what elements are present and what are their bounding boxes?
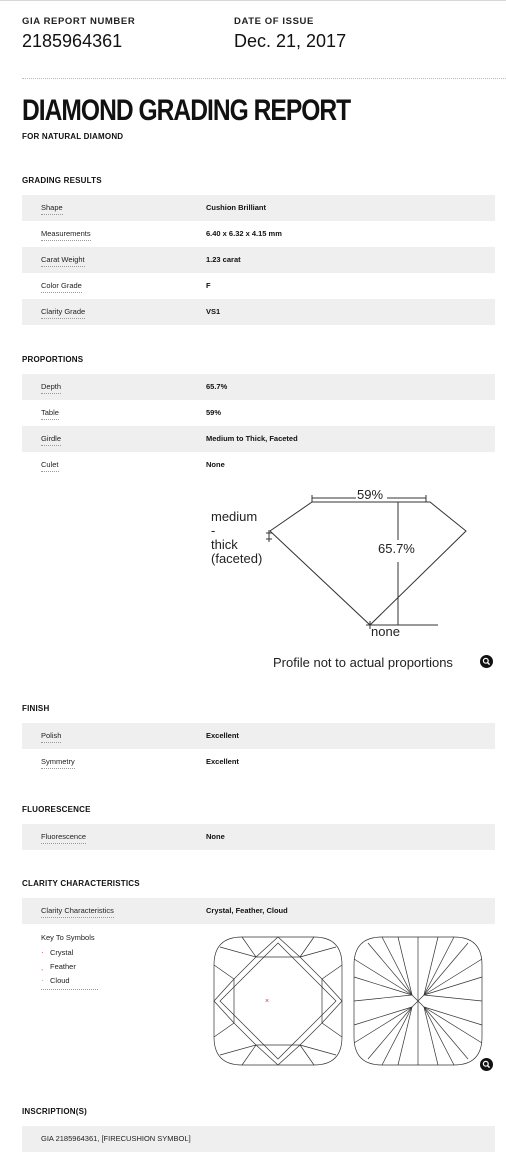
inscription-text: GIA 2185964361, [FIRECUSHION SYMBOL] <box>41 1134 191 1143</box>
row-value: F <box>206 281 211 290</box>
row-label[interactable]: Table <box>41 408 59 420</box>
row-label[interactable]: Color Grade <box>41 281 82 293</box>
row-value: Excellent <box>206 731 239 740</box>
row-value: Cushion Brilliant <box>206 203 266 212</box>
report-number-label: GIA REPORT NUMBER <box>22 16 136 27</box>
grading-row-color-grade <box>22 273 495 299</box>
header-divider <box>22 78 506 79</box>
report-subtitle: FOR NATURAL DIAMOND <box>22 132 124 141</box>
crystal-symbol-icon: · <box>41 948 44 957</box>
row-value: 6.40 x 6.32 x 4.15 mm <box>206 229 282 238</box>
row-label[interactable]: Measurements <box>41 229 91 241</box>
section-heading-fluorescence: FLUORESCENCE <box>22 805 91 814</box>
feather-symbol-icon: ˎ <box>41 962 44 971</box>
diagram-girdle-line3: thick <box>211 537 238 552</box>
row-label[interactable]: Fluorescence <box>41 832 86 844</box>
section-heading-inscriptions: INSCRIPTION(S) <box>22 1107 88 1116</box>
issue-date-label: DATE OF ISSUE <box>234 16 314 27</box>
fluorescence-row <box>22 824 495 850</box>
key-item-crystal: Crystal <box>50 948 74 957</box>
grading-row-measurements <box>22 221 495 247</box>
report-title: DIAMOND GRADING REPORT <box>22 94 351 127</box>
row-label[interactable]: Symmetry <box>41 757 75 769</box>
row-value: Medium to Thick, Faceted <box>206 434 298 443</box>
key-item-feather: Feather <box>50 962 76 971</box>
diagram-table-pct: 59% <box>357 487 384 502</box>
finish-row-polish <box>22 723 495 749</box>
row-value: VS1 <box>206 307 221 316</box>
key-item-cloud: Cloud <box>50 976 70 985</box>
section-heading-proportions: PROPORTIONS <box>22 355 84 364</box>
grading-row-clarity-grade <box>22 299 495 325</box>
crown-plot-diagram <box>212 935 344 1067</box>
row-value: None <box>206 460 225 469</box>
row-value: Excellent <box>206 757 239 766</box>
magnifier-glyph <box>480 1058 493 1071</box>
diagram-caption: Profile not to actual proportions <box>273 655 453 670</box>
row-label[interactable]: Depth <box>41 382 61 394</box>
finish-row-symmetry <box>22 749 495 775</box>
diagram-depth-pct: 65.7% <box>378 541 415 556</box>
row-label[interactable]: Shape <box>41 203 63 215</box>
proportions-row-girdle <box>22 426 495 452</box>
row-label[interactable]: Culet <box>41 460 59 472</box>
proportions-row-culet <box>22 452 495 478</box>
row-label[interactable]: Clarity Characteristics <box>41 906 114 918</box>
diagram-girdle-line4: (faceted) <box>211 551 263 566</box>
key-to-symbols-title: Key To Symbols <box>41 933 95 942</box>
proportions-row-table <box>22 400 495 426</box>
section-heading-grading-results: GRADING RESULTS <box>22 176 102 185</box>
inscription-row <box>22 1126 495 1152</box>
issue-date: Dec. 21, 2017 <box>234 31 347 51</box>
row-value: 59% <box>206 408 222 417</box>
row-label[interactable]: Clarity Grade <box>41 307 85 319</box>
section-heading-finish: FINISH <box>22 704 50 713</box>
key-underline <box>41 989 98 990</box>
proportions-row-depth <box>22 374 495 400</box>
diagram-girdle-line1: medium <box>211 509 258 524</box>
magnifier-icon[interactable] <box>480 1058 493 1071</box>
diagram-girdle-line2: - <box>211 523 216 538</box>
clarity-characteristics-row <box>22 898 495 924</box>
diamond-profile-outline <box>270 502 466 625</box>
magnifier-glyph <box>480 655 493 668</box>
row-label[interactable]: Polish <box>41 731 61 743</box>
crystal-mark-icon: × <box>265 998 270 1005</box>
report-number: 2185964361 <box>22 31 123 51</box>
row-label[interactable]: Carat Weight <box>41 255 85 267</box>
row-label[interactable]: Girdle <box>41 434 61 446</box>
top-border <box>0 0 506 1</box>
row-value: 65.7% <box>206 382 228 391</box>
grading-row-carat-weight <box>22 247 495 273</box>
pavilion-plot-diagram <box>352 935 484 1067</box>
cloud-symbol-icon: · <box>41 976 44 985</box>
row-value: Crystal, Feather, Cloud <box>206 906 288 915</box>
diagram-culet: none <box>371 624 400 639</box>
magnifier-icon[interactable] <box>480 655 493 668</box>
grading-row-shape <box>22 195 495 221</box>
row-value: 1.23 carat <box>206 255 241 264</box>
section-heading-clarity-characteristics: CLARITY CHARACTERISTICS <box>22 879 140 888</box>
row-value: None <box>206 832 225 841</box>
